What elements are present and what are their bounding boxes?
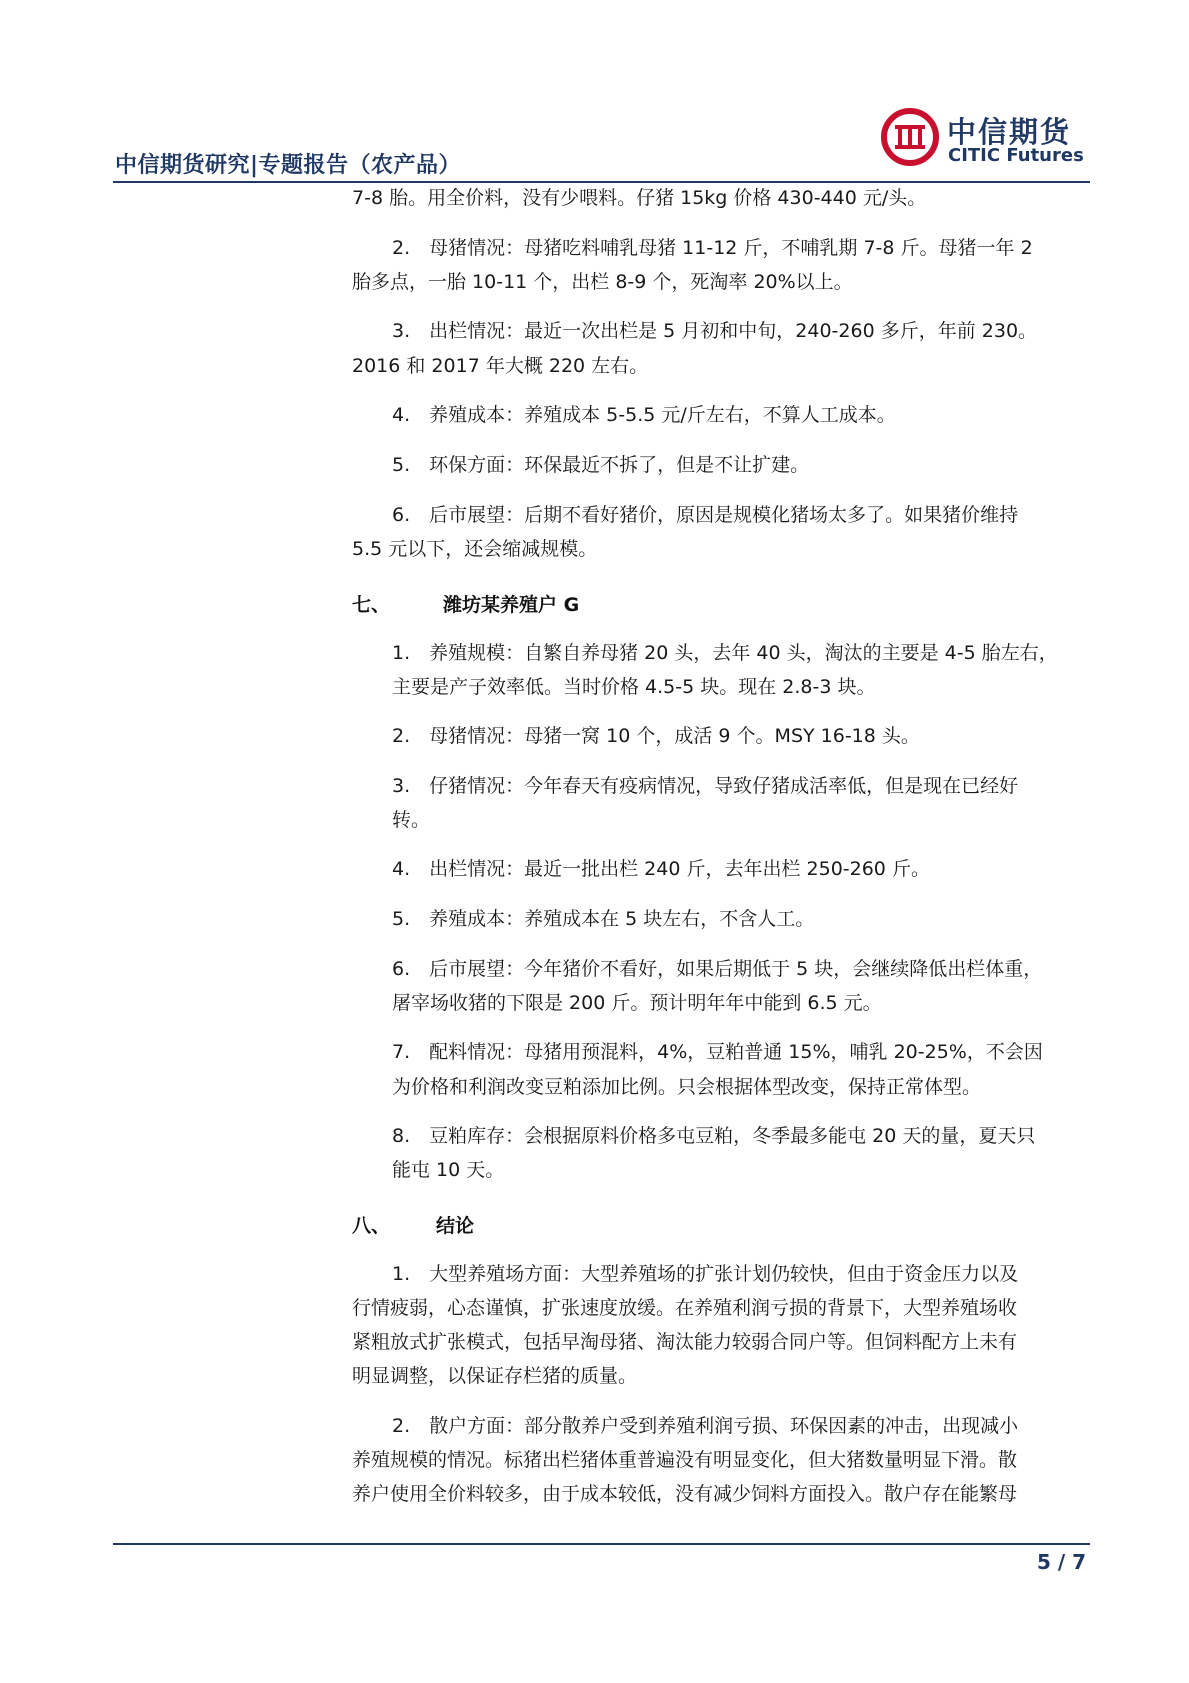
paragraph-line: 5. 养殖成本：养殖成本在 5 块左右，不含人工。 (392, 908, 815, 930)
paragraph-line: 3. 仔猪情况：今年春天有疫病情况，导致仔猪成活率低，但是现在已经好 (392, 775, 1019, 797)
footer-divider (113, 1543, 1090, 1545)
paragraph-line: 1. 养殖规模：自繁自养母猪 20 头，去年 40 头，淘汰的主要是 4-5 胎左右， (392, 642, 1058, 664)
header-divider (113, 181, 1090, 183)
citic-futures-logo (881, 108, 1091, 168)
paragraph-line: 行情疲弱，心态谨慎，扩张速度放缓。在养殖利润亏损的背景下，大型养殖场收 (352, 1297, 1018, 1319)
paragraph-line: 2. 母猪情况：母猪一窝 10 个，成活 9 个。MSY 16-18 头。 (392, 725, 920, 747)
report-header-title: 中信期货研究|专题报告（农产品） (115, 153, 462, 178)
logo-chinese-text: 中信期货 (947, 115, 1072, 149)
paragraph-line: 养户使用全价料较多，由于成本较低，没有减少饲料方面投入。散户存在能繁母 (352, 1483, 1018, 1505)
paragraph-line: 明显调整，以保证存栏猪的质量。 (352, 1365, 638, 1387)
paragraph-line: 1. 大型养殖场方面：大型养殖场的扩张计划仍较快，但由于资金压力以及 (392, 1263, 1019, 1285)
paragraph-line: 养殖规模的情况。标猪出栏猪体重普遍没有明显变化，但大猪数量明显下滑。散 (352, 1449, 1018, 1471)
paragraph-line: 为价格和利润改变豆粕添加比例。只会根据体型改变，保持正常体型。 (392, 1076, 982, 1098)
paragraph-line: 4. 养殖成本：养殖成本 5-5.5 元/斤左右，不算人工成本。 (392, 404, 896, 426)
section-title: 结论 (436, 1215, 475, 1237)
paragraph-line: 6. 后市展望：后期不看好猪价，原因是规模化猪场太多了。如果猪价维持 (392, 504, 1019, 526)
section-title: 潍坊某养殖户 G (443, 594, 580, 616)
paragraph-line: 3. 出栏情况：最近一次出栏是 5 月初和中旬，240-260 多斤，年前 230。 (392, 320, 1038, 342)
paragraph-line: 5.5 元以下，还会缩减规模。 (352, 538, 598, 560)
paragraph-line: 屠宰场收猪的下限是 200 斤。预计明年年中能到 6.5 元。 (392, 992, 882, 1014)
paragraph-line: 8. 豆粕库存：会根据原料价格多屯豆粕，冬季最多能屯 20 天的量，夏天只 (392, 1125, 1036, 1147)
paragraph-line: 能屯 10 天。 (392, 1159, 505, 1181)
section-number: 八、 (352, 1215, 391, 1237)
paragraph-line: 转。 (392, 809, 431, 831)
logo-english-text: CITIC Futures (948, 145, 1084, 166)
paragraph-line: 主要是产子效率低。当时价格 4.5-5 块。现在 2.8-3 块。 (392, 676, 876, 698)
paragraph-line: 4. 出栏情况：最近一批出栏 240 斤，去年出栏 250-260 斤。 (392, 858, 930, 880)
paragraph-line: 7-8 胎。用全价料，没有少喂料。仔猪 15kg 价格 430-440 元/头。 (352, 187, 927, 209)
page-number: 5 / 7 (1036, 1550, 1086, 1574)
paragraph-line: 6. 后市展望：今年猪价不看好，如果后期低于 5 块，会继续降低出栏体重， (392, 958, 1043, 980)
paragraph-line: 7. 配料情况：母猪用预混料，4%，豆粕普通 15%，哺乳 20-25%，不会因 (392, 1041, 1043, 1063)
citic-logo-icon (881, 108, 939, 166)
paragraph-line: 2016 和 2017 年大概 220 左右。 (352, 355, 649, 377)
paragraph-line: 胎多点，一胎 10-11 个，出栏 8-9 个，死淘率 20%以上。 (352, 271, 853, 293)
section-number: 七、 (352, 594, 391, 616)
paragraph-line: 2. 母猪情况：母猪吃料哺乳母猪 11-12 斤，不哺乳期 7-8 斤。母猪一年 2 (392, 237, 1033, 259)
paragraph-line: 紧粗放式扩张模式，包括早淘母猪、淘汰能力较弱合同户等。但饲料配方上未有 (352, 1331, 1018, 1353)
paragraph-line: 2. 散户方面：部分散养户受到养殖利润亏损、环保因素的冲击，出现减小 (392, 1415, 1019, 1437)
paragraph-line: 5. 环保方面：环保最近不拆了，但是不让扩建。 (392, 454, 810, 476)
